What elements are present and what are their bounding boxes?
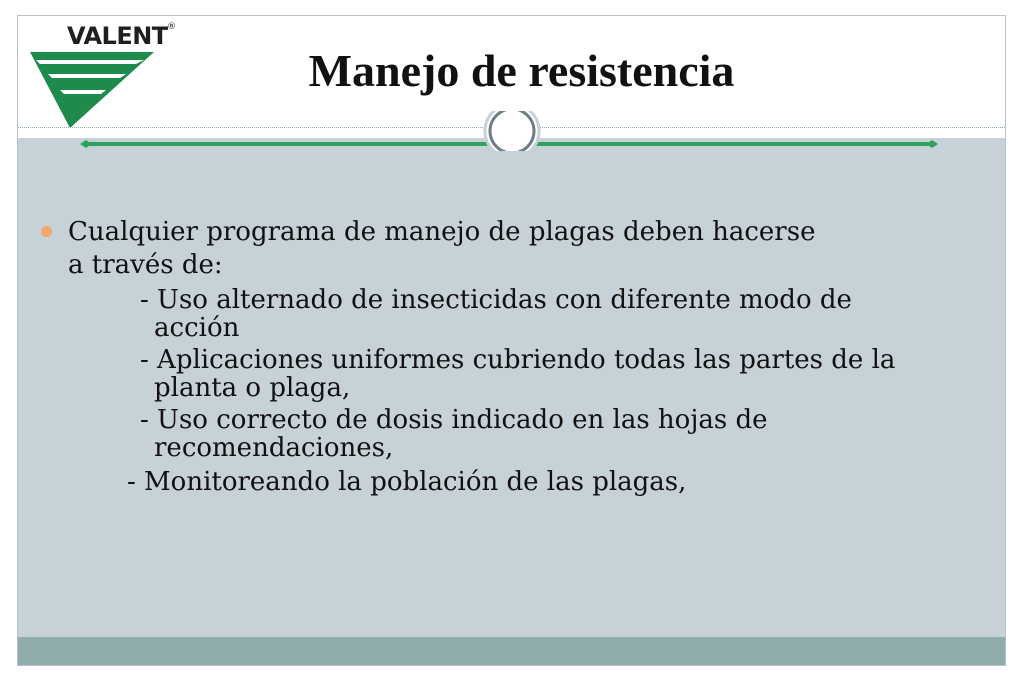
sub-item: - Aplicaciones uniformes cubriendo todas las partes de la planta o plaga, bbox=[140, 345, 896, 403]
title-divider bbox=[80, 111, 940, 151]
logo-brand-text: VALENT bbox=[67, 22, 168, 50]
list-item bbox=[41, 216, 941, 249]
logo-registered-mark: ® bbox=[167, 22, 176, 32]
divider-ring-icon bbox=[490, 111, 534, 151]
bullet-text-line1: Cualquier programa de manejo de plagas deben hacerse bbox=[68, 217, 816, 247]
slide bbox=[17, 15, 1006, 666]
bullet-list bbox=[41, 216, 941, 499]
footer-band bbox=[18, 637, 1005, 666]
page-title: Manejo de resistencia bbox=[308, 45, 735, 96]
sub-item: - Uso correcto de dosis indicado en las hojas de recomendaciones, bbox=[140, 405, 768, 463]
bullet-dot-icon bbox=[41, 226, 52, 237]
sub-item: - Monitoreando la población de las plagas, bbox=[127, 467, 687, 497]
sub-item: - Uso alternado de insecticidas con diferente modo de acción bbox=[140, 285, 852, 343]
bullet-text-line2: a través de: bbox=[68, 250, 223, 280]
